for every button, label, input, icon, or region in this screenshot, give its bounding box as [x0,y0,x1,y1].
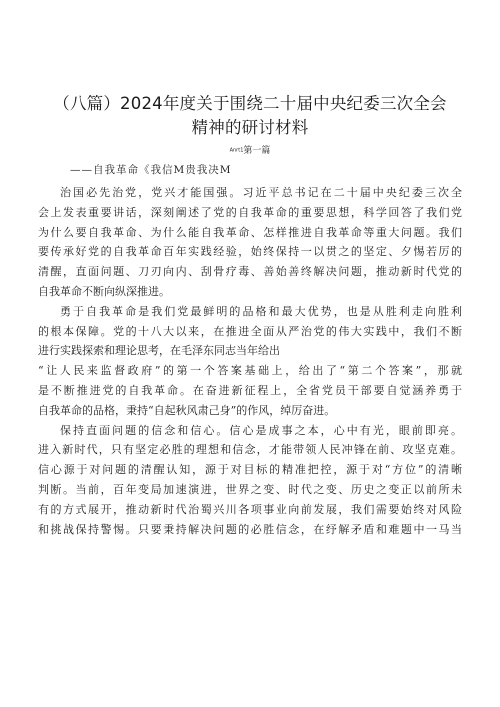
section-marker: Anrt1 [229,147,244,154]
body-line: 和挑战保持警惕。只要秉持解决问题的必胜信念，在纾解矛盾和难题中一马当 [38,522,462,536]
body-line: 保持直面问题的信念和信心。信心是成事之本，心中有光，眼前即亮。 [60,423,462,437]
body-line: 治国必先治党，党兴才能国强。习近平总书记在二十届中央纪委三次全 [60,186,462,199]
body-line: 判断。当前，百年变局加速演进，世界之变、时代之变、历史之变正以前所未 [38,482,462,496]
body-line: “让人民来监督政府”的第一个答案基础上，给出了“第二个答案”，那就 [38,364,462,378]
document-title [40,92,460,140]
title-line-2: 精神的研讨材料 [191,118,309,137]
title-line-1: （八篇）2024年度关于围绕二十届中央纪委三次全会 [53,94,447,113]
body-line: 清醒，直面问题、刀刃向内、刮骨疗毒、善始善终解决问题，推动新时代党的 [38,265,462,279]
body-line: 进入新时代，只有坚定必胜的理想和信念，才能带领人民冲锋在前、攻坚克难。 [38,443,462,457]
body-line: 进行实践探索和理论思考，在毛泽东同志当年给出 [38,344,280,358]
body-line: 是不断推进党的自我革命。在奋进新征程上，全省党员干部要自觉涵养勇于 [38,383,462,397]
body-line: 信心源于对问题的清醒认知，源于对目标的精准把控，源于对“方位”的清晰 [38,463,462,477]
article-subtitle: ——自我革命《我信M贵我决M [70,164,232,176]
section-heading [0,143,500,156]
body-line: 自我革命的品格，秉持“自起秋风肃己身”的作风，绰厉奋进。 [38,403,336,417]
body-line: 的根本保障。党的十八大以来，在推进全面从严治党的伟大实践中，我们不断 [38,324,462,338]
body-line: 勇于自我革命是我们党最鲜明的品格和最大优势，也是从胜利走向胜利 [60,304,462,318]
body-line: 要传承好党的自我革命百年实践经验，始终保持一以贯之的坚定、夕惕若厉的 [38,245,462,259]
article-body [38,183,462,539]
body-line: 为什么要自我革命、为什么能自我革命、怎样推进自我革命等重大问题。我们 [38,225,462,239]
body-line: 自我革命不断向纵深推进。 [38,284,170,298]
body-line: 会上发表重要讲话，深刻阐述了党的自我革命的重要思想，科学回答了我们党 [38,205,462,219]
section-label: 第一篇 [243,146,271,156]
body-line: 有的方式展开，推动新时代治蜀兴川各项事业向前发展，我们需要始终对风险 [38,502,462,516]
